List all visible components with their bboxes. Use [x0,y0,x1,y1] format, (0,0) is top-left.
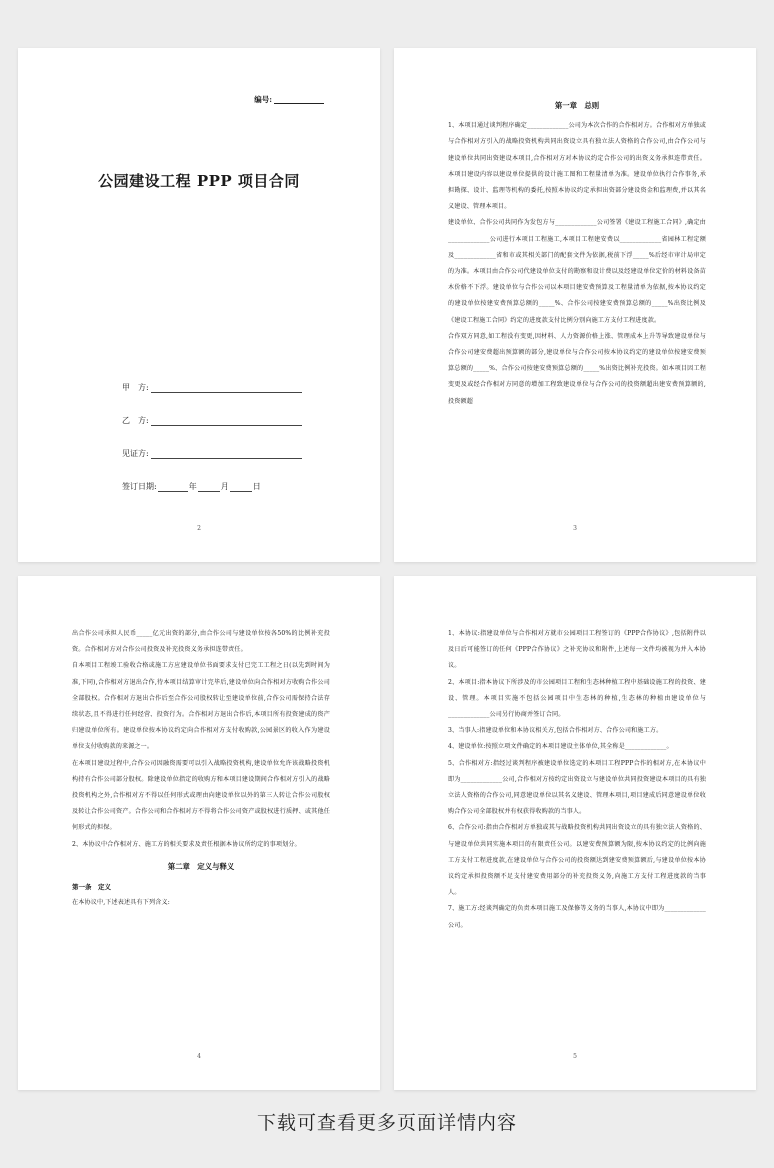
sign-date-row [122,459,302,492]
section-heading: 第一条 定义 [72,883,111,892]
party-b-blank [151,415,302,426]
contract-page-4 [18,576,380,1090]
contract-number-blank [274,95,324,104]
party-a-blank [151,382,302,393]
download-caption[interactable]: 下载可查看更多页面详情内容 [256,1112,517,1134]
witness-label: 见证方: [122,449,149,458]
contract-number-label: 编号: [254,95,272,104]
definition-item: 4、建设单位:按照立项文件确定的本项目建设主体单位,其全称是_____________。 [448,743,673,751]
chapter-heading: 第一章 总则 [554,101,600,110]
page-number: 3 [573,525,577,532]
party-a-label: 甲 方: [122,383,149,392]
paragraph: 出合作公司承担人民币_____亿元出资的部分,由合作公司与建设单位按各50%的比例补充投资。合作相对方对合作公司投资及补充投资义务承担连带责任。 [72,630,330,654]
definition-item: 1、本协议:指建设单位与合作相对方就市公园项目工程签订的《PPP合作协议》,包括附件以及日后可能签订的任何《PPP合作协议》之补充协议和附件,上述每一文件均被视为并入本协议。 [448,630,706,670]
month-blank [198,482,220,492]
party-b-label: 乙 方: [122,416,149,425]
signature-block [122,360,302,492]
chapter-one-page [394,48,756,562]
page-number: 4 [197,1053,201,1060]
sign-date-label: 签订日期: [122,482,157,491]
year-label: 年 [188,482,197,491]
page-content [448,98,706,410]
page-number: 2 [197,525,201,532]
definitions-page [394,576,756,1090]
definition-item: 3、当事人:指建设单位和本协议相关方,包括合作相对方、合作公司和施工方。 [448,727,663,735]
day-blank [230,482,252,492]
paragraph: 建设单位、合作公司共同作为发包方与_____________公司签署《建设工程施工合同》,确定由_____________公司进行本项目工程施工,本项目工程建安费以_____________省园林工程定额及_____________省和市或其相关部门的配套文件为依据,税前下浮_____%后经市审计局审定的为准。本项目由合作公司代建设单位支付的勘察和设计费以及经建设单位定价的材料设备苗木价格不下浮。建设单位与合作公司以本项目建安费预算及工程量清单为依据,按本协议约定的建设单位按建安费预算总额的_____%、合作公司按建安费预算总额的_____%出资比例及《建设工程施工合同》约定的进度款支付比例分别向施工方支付工程进度款。 [448,219,706,324]
party-b-row [122,393,302,426]
definition-item: 7、施工方:经谈判确定的负责本项目施工及保修等义务的当事人,本协议中即为_____________公司。 [448,905,706,929]
paragraph: 在本协议中,下述表述具有下列含义: [72,899,170,907]
witness-blank [151,448,302,459]
paragraph: 1、本项目通过谈判程序确定_____________公司为本次合作的合作相对方。合作相对方单独或与合作相对方引入的战略投资机构共同出资设立具有独立法人资格的合作公司,由合作公司与建设单位共同出资建设本项目,合作相对方对本协议约定合作公司的出资义务承担连带责任。本项目建设内容以建设单位提供的设计施工图和工程量清单为准。建设单位执行合作事务,承担勘探、设计、监理等机构的委托,按照本协议约定承担出资部分建设资金和监理费,并以其名义建设、管理本项目。 [448,122,706,211]
paragraph: 2、本协议中合作相对方、施工方的相关要求及责任根据本协议所约定的事项划分。 [72,840,301,848]
contract-cover-page [18,48,380,562]
paragraph: 自本项目工程竣工验收合格或施工方应建设单位书面要求支付已完工工程之日(以先到时间为准,下同),合作相对方退出合作,待本项目结算审计完毕后,建设单位向合作相对方收购合作公司全部股权。合作相对方退出合作后至合作公司股权转让至建设单位前,合作公司需保持合法存续状态,且不得进行任何经营、投资行为。合作相对方退出合作后,本项目所有投资建成的资产归建设单位所有。建设单位按本协议约定向合作相对方支付收购款,公园景区的收入作为建设单位支付收购款的来源之一。 [72,662,330,751]
day-label: 日 [252,482,261,491]
contract-number-field [254,94,324,105]
witness-row [122,426,302,459]
page-content [72,626,330,911]
party-a-row [122,360,302,393]
definition-item: 5、合作相对方:指经过谈判程序被建设单位选定的本项目工程PPP合作的相对方,在本协议中即为_____________公司,合作相对方按约定出资设立与建设单位共同投资建设本项目的具有独立法人资格的合作公司,同意建设单位以其名义建设、管理本项目,项目建成后同意建设单位收购合作公司全部股权并有权获得收购款的当事人。 [448,759,706,816]
definition-item: 6、合作公司:指由合作相对方单独或其与战略投资机构共同出资设立的具有独立法人资格的、与建设单位共同实施本项目的有限责任公司。以建安费预算额为限,按本协议约定的比例向施工方支付工程进度款,在建设单位与合作公司的投资额达到建安费预算额后,与建设单位按本协议约定承担投资额不足支付建安费用部分的补充投资义务,向施工方支付工程进度款的当事人。 [448,824,706,897]
month-label: 月 [220,482,229,491]
page-number: 5 [573,1053,577,1060]
paragraph: 合作双方同意,如工程没有变更,因材料、人力资源价格上涨、管理成本上升等导致建设单位与合作公司建安费超出预算额的部分,建设单位与合作公司按本协议约定的建设单位按建安费预算总额的_____%、合作公司按建安费预算总额的_____%出资比例补充投资。如本项目因工程变更及或经合作相对方同意的增加工程致建设单位与合作公司的投资额超出建安费预算额的,投资额超 [448,332,706,405]
year-blank [158,482,188,492]
contract-title: 公园建设工程 PPP 项目合同 [98,172,300,190]
page-content [448,626,706,934]
definition-item: 2、本项目:指本协议下所涉及的市公园项目工程和生态林种植工程中基础设施工程的投资、建设、管理。本项目实施不包括公园项目中生态林的种植,生态林的种植由建设单位与_____________公司另行协商并签订合同。 [448,678,706,719]
chapter-heading: 第二章 定义与释义 [167,861,235,871]
paragraph: 在本项目建设过程中,合作公司因融资需要可以引入战略投资机构,建设单位允许该战略投资机构持有合作公司部分股权。除建设单位指定的收购方和本项目建设期间合作相对方引入的战略投资机构之外,合作相对方不得以任何形式或理由向建设单位以外的第三人转让合作公司股权及转让合作公司资产。合作公司和合作相对方不得将合作公司资产或股权进行质押、或其他任何形式的担保。 [72,759,330,832]
